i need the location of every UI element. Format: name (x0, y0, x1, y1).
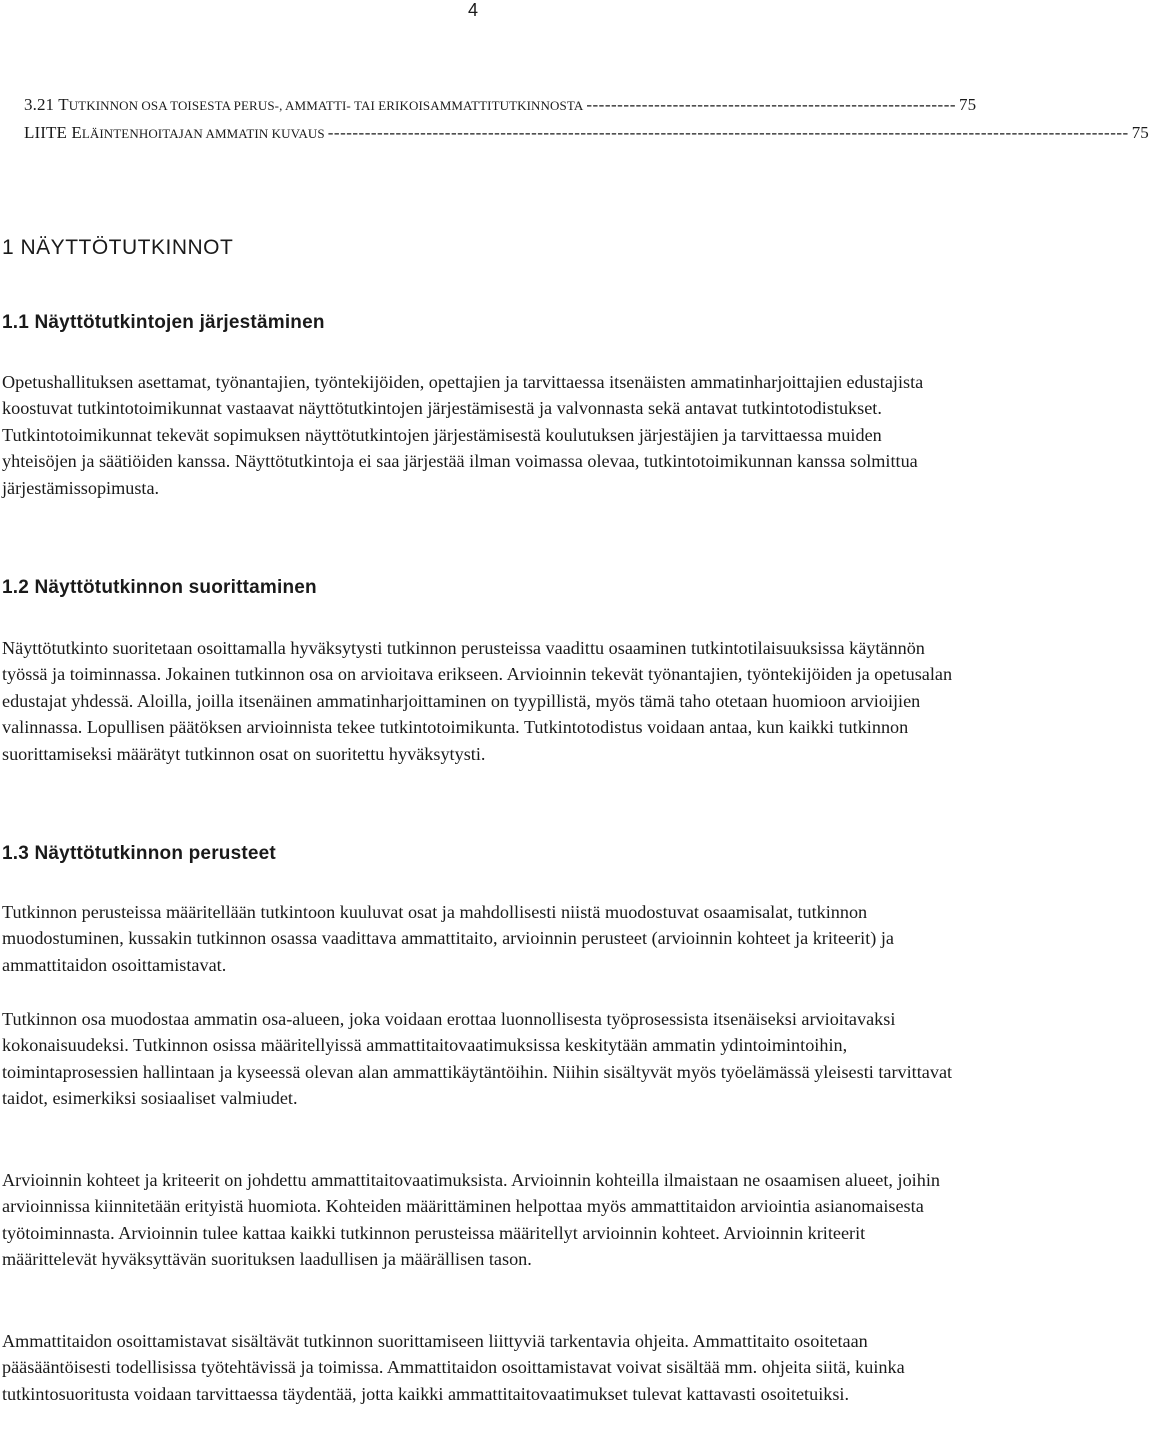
toc-leader: ------------------------------------------------------------ (586, 95, 957, 114)
page-number: 4 (468, 0, 479, 20)
toc-entry-title: LIITE ELÄINTENHOITAJAN AMMATIN KUVAUS (24, 123, 325, 142)
section-heading: 1.1 Näyttötutkintojen järjestäminen (2, 312, 325, 333)
paragraph: Ammattitaidon osoittamistavat sisältävät tutkinnon suorittamiseen liittyviä tarkentavia ohjeita. Ammattitaito osoitetaan pääsääntöisesti todellisissa työtehtävissä ja toimissa. Ammattitaidon osoittamistavat voivat sisältää mm. ohjeita siitä, kuinka tutkintosuoritusta voidaan tarvittaessa täydentää, jotta kaikki ammattitaitovaatimukset tulevat kattavasti osoitetuiksi. (2, 1331, 905, 1404)
paragraph: Tutkinnon osa muodostaa ammatin osa-alueen, joka voidaan erottaa luonnollisesta työprosessista itsenäiseksi arvioitavaksi kokonaisuudeksi. Tutkinnon osissa määritellyissä ammattitaitovaatimuksissa keskitytään ammatin ydintoimintoihin, toimintaprosessien hallintaan ja kyseessä olevan alan ammattikäytäntöihin. Niihin sisältyvät myös työelämässä yleisesti tarvittavat taidot, esimerkiksi sosiaaliset valmiudet. (2, 1009, 953, 1109)
section-heading: 1.3 Näyttötutkinnon perusteet (2, 843, 276, 864)
paragraph: Näyttötutkinto suoritetaan osoittamalla hyväksytysti tutkinnon perusteissa vaadittu osaaminen tutkintotilaisuuksissa käytännön työssä ja toiminnassa. Jokainen tutkinnon osa on arvioitava erikseen. Arvioinnin tekevät työnantajien, työntekijöiden ja opetusalan edustajat yhdessä. Aloilla, joilla itsenäinen ammatinharjoittaminen on tyypillistä, myös tämä taho otetaan huomioon arvioijien valinnassa. Lopullisen päätöksen arvioinnista tekee tutkintotoimikunta. Tutkintotodistus voidaan antaa, kun kaikki tutkinnon suorittamiseksi määrätyt tutkinnon osat on suoritettu hyväksytysti. (2, 638, 953, 764)
toc-entry[interactable] (24, 95, 977, 123)
toc-entry-title: 3.21 TUTKINNON OSA TOISESTA PERUS-, AMMATTI- TAI ERIKOISAMMATTITUTKINNOSTA (24, 95, 584, 114)
paragraph: Opetushallituksen asettamat, työnantajien, työntekijöiden, opettajien ja tarvittaessa itsenäisten ammatinharjoittajien edustajista koostuvat tutkintotoimikunnat vastaavat näyttötutkintojen järjestämisestä ja valvonnasta sekä antavat tutkintotodistukset. Tutkintotoimikunnat tekevät sopimuksen näyttötutkintojen järjestämisestä koulutuksen järjestäjien ja tarvittaessa muiden yhteisöjen ja säätiöiden kanssa. Näyttötutkintoja ei saa järjestää ilman voimassa olevaa, tutkintotoimikunnan kanssa solmittua järjestämissopimusta. (2, 372, 924, 498)
paragraph: Tutkinnon perusteissa määritellään tutkintoon kuuluvat osat ja mahdollisesti niistä muodostuvat osaamisalat, tutkinnon muodostuminen, kussakin tutkinnon osassa vaadittava ammattitaito, arvioinnin perusteet (arvioinnin kohteet ja kriteerit) ja ammattitaidon osoittamistavat. (2, 902, 894, 975)
toc-page-number: 75 (1131, 123, 1149, 142)
section-heading: 1.2 Näyttötutkinnon suorittaminen (2, 577, 317, 598)
chapter-heading: 1 NÄYTTÖTUTKINNOT (2, 236, 234, 259)
paragraph: Arvioinnin kohteet ja kriteerit on johdettu ammattitaitovaatimuksista. Arvioinnin kohteilla ilmaistaan ne osaamisen alueet, joihin arvioinnissa kiinnitetään erityistä huomiota. Kohteiden määrittäminen helpottaa myös ammattitaidon arviointia asianomaisesta työtoiminnasta. Arvioinnin tulee kattaa kaikki tutkinnon perusteissa määritellyt arvioinnin kohteet. Arvioinnin kriteerit määrittelevät hyväksyttävän suorituksen laadullisen ja määrällisen tason. (2, 1170, 940, 1270)
toc-entry[interactable] (24, 123, 1149, 151)
toc-page-number: 75 (959, 95, 977, 114)
toc-leader: ---------------------------------------------------------------------------------------------------------------------------------- (327, 123, 1129, 142)
table-of-contents (24, 95, 1149, 151)
